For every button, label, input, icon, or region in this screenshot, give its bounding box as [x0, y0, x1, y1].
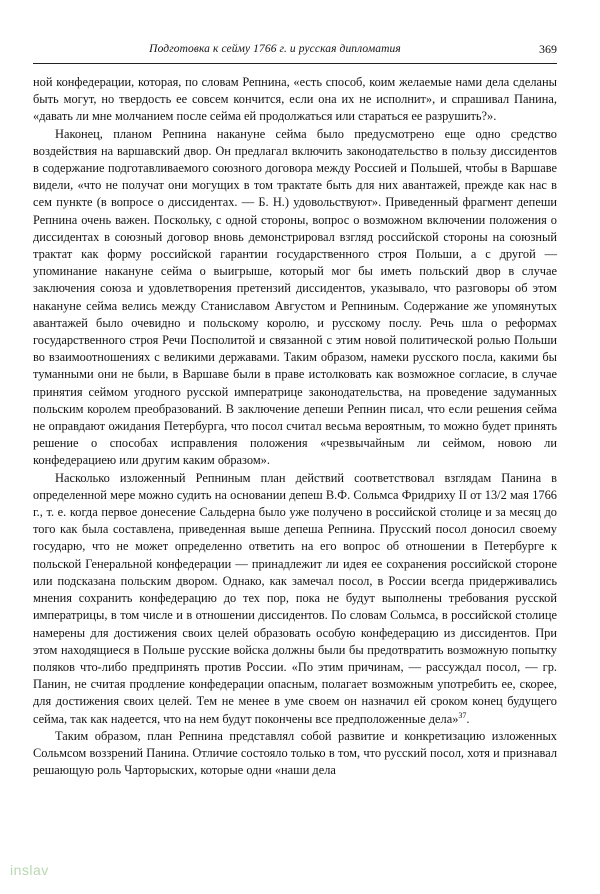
paragraph: Наконец, планом Репнина накануне сейма было предусмотрено еще одно средство воздействия на варшавский двор. Он предлагал включить законодательство в пользу диссидентов в содержание подготавливаемого союзного договора между Россией и Польшей, чтобы в Варшаве видели, «что не получат они могущих в том трактате быть для них авантажей, прежде как нас в сем пункте (в вопросе о диссидентах. — Б. Н.) удовольствуют». Приведенный фрагмент депеши Репнина очень важен. Поскольку, с одной стороны, вопрос о возможном включении положения о диссидентах в союзный договор вновь демонстрировал взгляд российской стороны на союзный трактат как форму российской гарантии государственного строя Польши, а с другой — упоминание накануне сейма о выигрыше, который мог бы иметь польский двор в случае заключения союза и удовлетворения претензий диссидентов, указывало, что разговоры об этом накануне сейма велись между Станиславом Августом и Репниным. Содержание же упомянутых авантажей было очевидно и польскому королю, и русскому послу. Речь шла о реформах государственного строя Речи Посполитой и связанной с этим новой политической ролью Польши во взаимоотношениях с великими державами. Таким образом, намеки русского посла, какими бы туманными они не были, в Варшаве были в праве истолковать как возможное согласие, в случае принятия сеймом угодного русской императрице законодательства, на проведение задуманных польским королем преобразований. В заключение депеши Репнин писал, что если решения сейма не оправдают ожидания Петербурга, что посол считал весьма вероятным, то можно будет принять решение о способах исправления положения «чрезвычайным ли сеймом, новою ли конфедерациею или другим каким образом».: [33, 126, 557, 468]
watermark: inslav: [10, 862, 49, 878]
text-body: [33, 74, 557, 779]
page-number: 369: [539, 42, 557, 56]
paragraph: Таким образом, план Репнина представлял собой развитие и конкретизацию изложенных Сольмсом воззрений Панина. Отличие состояло только в том, что русский посол, хотя и признавал решающую роль Чарторыских, которые одни «наши дела: [33, 728, 557, 778]
paragraph-with-footnote: Насколько изложенный Репниным план действий соответствовал взглядам Панина в определенной мере можно судить на основании депеш В.Ф. Сольмса Фридриху II от 13/2 мая 1766 г., т. е. когда первое донесение Сальдерна было уже получено в российской столице и за месяц до того как была составлена, приведенная выше депеша Репнина. Прусский посол доносил своему государю, что не может определенно ответить на его вопрос об отношении в Петербурге к польской Генеральной конфедерации — принадлежит ли идея ее сохранения российской стороне или подсказана польским двором. Однако, как замечал посол, в России всегда придерживались мнения сохранить конфедерацию до тех пор, пока не будут выполнены требования русской императрицы, в том числе и в отношении диссидентов. По словам Сольмса, в российской столице намерены для достижения своих целей образовать особую конфедерацию из диссидентов. При этом находящиеся в Польше русские войска должны были бы предотвратить возможную попытку поляков что-либо предпринять против России. «По этим причинам, — рассуждал посол, — гр. Панин, не считая продление конфедерации опасным, полагает возможным употребить ее, скорее, для достижения своих целей. Тем не менее в уме своем он назначил ей сроком конец будущего сейма, так как надеется, что на нем будут покончены все предположенные дела»$^{37}$.: [33, 470, 557, 726]
paragraph-text: Насколько изложенный Репниным план действий соответствовал взглядам Панина в определенной мере можно судить на основании депеш В.Ф. Сольмса Фридриху II от 13/2 мая 1766 г., т. е. когда первое донесение Сальдерна было уже получено в российской столице и за месяц до того как была составлена, приведенная выше депеша Репнина. Прусский посол доносил своему государю, что не может определенно ответить на его вопрос об отношении в Петербурге к польской Генеральной конфедерации — принадлежит ли идея ее сохранения российской стороне или подсказана польским двором. Однако, как замечал посол, в России всегда придерживались мнения сохранить конфедерацию до тех пор, пока не будут выполнены требования русской императрицы, в том числе и в отношении диссидентов. По словам Сольмса, в российской столице намерены для достижения своих целей образовать особую конфедерацию из диссидентов. При этом находящиеся в Польше русские войска должны были бы предотвратить возможную попытку поляков что-либо предпринять против России. «По этим причинам, — рассуждал посол, — гр. Панин, не считая продление конфедерации опасным, полагает возможным употребить ее, скорее, для достижения своих целей. Тем не менее в уме своем он назначил ей сроком конец будущего сейма, так как надеется, что на нем будут покончены все предположенные дела»: [33, 470, 557, 726]
paragraph: ной конфедерации, которая, по словам Репнина, «есть способ, коим желаемые нами дела сделаны быть могут, но твердость ее совсем кончится, если она их не исполнит», и спрашивал Панина, «давать ли мне молчанием после сейма ей продолжаться или стараться ее разрушить?».: [33, 75, 557, 124]
footnote-reference[interactable]: 37: [458, 710, 467, 720]
running-head: [33, 41, 557, 64]
running-title: Подготовка к сейму 1766 г. и русская дипломатия: [149, 43, 401, 55]
